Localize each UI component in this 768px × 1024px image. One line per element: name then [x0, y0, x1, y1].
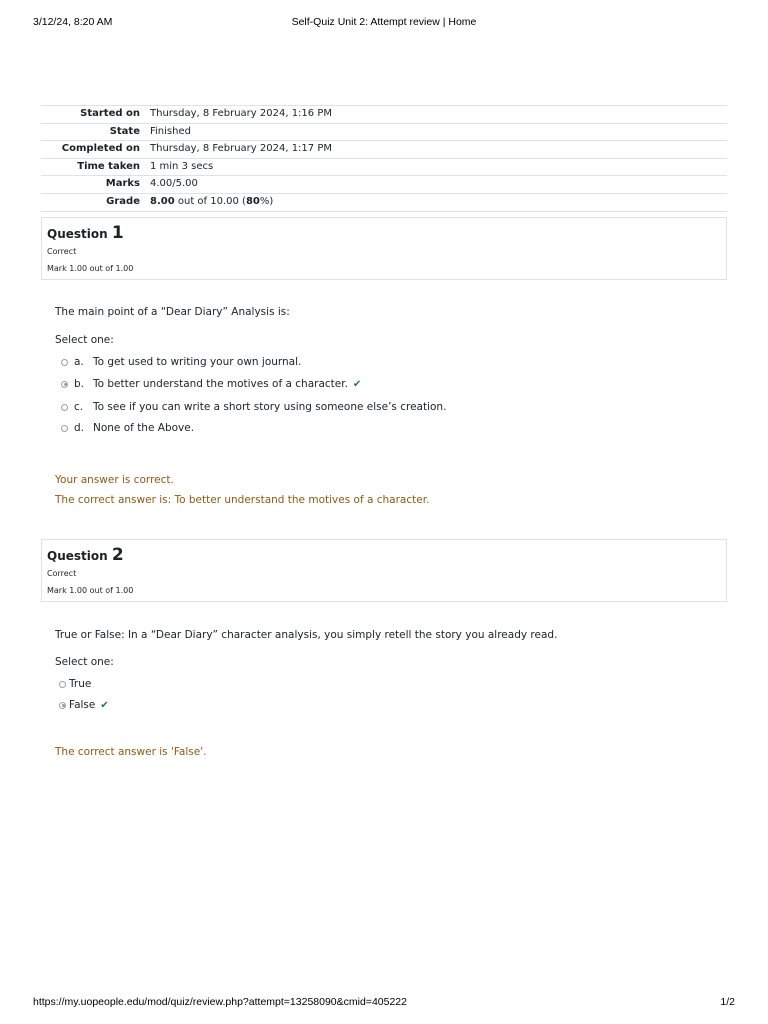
question-2-correct-answer: The correct answer is 'False'. [55, 746, 207, 758]
radio-button-selected[interactable] [61, 381, 68, 388]
question-1-option-a[interactable] [61, 356, 301, 368]
option-letter: a. [74, 356, 84, 368]
summary-label: Time taken [77, 160, 140, 172]
summary-label: Completed on [61, 143, 140, 155]
question-2-heading [47, 545, 124, 565]
summary-row-marks [41, 176, 727, 194]
option-text: To see if you can write a short story using someone else’s creation. [93, 401, 447, 413]
grade-out-of: out of 10.00 ( [174, 195, 246, 207]
summary-row-time-taken [41, 159, 727, 177]
print-page-number: 1/2 [720, 996, 735, 1008]
check-icon: ✔ [352, 378, 362, 390]
question-2-option-false[interactable] [59, 699, 109, 711]
summary-row-grade [41, 194, 727, 212]
summary-label: Marks [105, 178, 140, 190]
attempt-summary-table [41, 105, 727, 212]
print-datetime: 3/12/24, 8:20 AM [33, 16, 113, 28]
question-2-mark: Mark 1.00 out of 1.00 [47, 586, 134, 595]
grade-end: %) [259, 195, 274, 207]
summary-row-started [41, 106, 727, 124]
question-2-state: Correct [47, 569, 77, 578]
radio-button[interactable] [61, 359, 68, 366]
grade-percent: 80 [245, 195, 260, 207]
summary-row-state [41, 124, 727, 142]
option-letter: d. [74, 422, 85, 434]
question-1-option-b[interactable] [61, 378, 361, 390]
summary-value: Thursday, 8 February 2024, 1:16 PM [150, 108, 332, 119]
summary-value [150, 194, 727, 211]
question-1-mark: Mark 1.00 out of 1.00 [47, 264, 134, 273]
summary-value: 1 min 3 secs [150, 160, 214, 172]
summary-value: Finished [150, 125, 191, 137]
question-1-feedback: Your answer is correct. [55, 474, 174, 486]
option-text: None of the Above. [93, 422, 195, 434]
question-2-option-true[interactable] [59, 678, 91, 690]
question-1-state: Correct [47, 247, 77, 256]
question-2-select-one-label: Select one: [55, 656, 114, 668]
summary-label: Started on [80, 108, 140, 119]
question-heading-label: Question [47, 549, 108, 563]
question-number: 2 [111, 545, 124, 565]
summary-label: Grade [106, 195, 140, 207]
print-url: https://my.uopeople.edu/mod/quiz/review.php?attempt=13258090&cmid=405222 [33, 996, 407, 1008]
option-text: To get used to writing your own journal. [93, 356, 302, 368]
question-1-heading [47, 223, 124, 243]
option-letter: b. [74, 378, 85, 390]
question-heading-label: Question [47, 227, 108, 241]
question-1-correct-answer: The correct answer is: To better understand the motives of a character. [55, 494, 430, 506]
question-2-text: True or False: In a “Dear Diary” character analysis, you simply retell the story you already read. [55, 629, 558, 641]
question-1-option-c[interactable] [61, 401, 446, 413]
option-letter: c. [74, 401, 84, 413]
radio-button[interactable] [61, 425, 68, 432]
question-2-info-box [41, 539, 727, 602]
option-text: To better understand the motives of a character. [93, 378, 348, 390]
option-text: True [69, 678, 92, 690]
summary-label: State [109, 125, 140, 137]
grade-value: 8.00 [150, 195, 175, 207]
summary-value: 4.00/5.00 [150, 178, 198, 190]
radio-button[interactable] [59, 681, 66, 688]
summary-row-completed [41, 141, 727, 159]
question-1-select-one-label: Select one: [55, 334, 114, 346]
option-text: False [69, 699, 96, 711]
summary-value: Thursday, 8 February 2024, 1:17 PM [150, 143, 332, 155]
print-page-title: Self-Quiz Unit 2: Attempt review | Home [291, 16, 477, 28]
question-1-option-d[interactable] [61, 422, 194, 434]
question-1-text: The main point of a “Dear Diary” Analysis is: [55, 306, 290, 318]
check-icon: ✔ [100, 699, 109, 711]
radio-button-selected[interactable] [59, 702, 66, 709]
radio-button[interactable] [61, 404, 68, 411]
question-1-info-box [41, 217, 727, 280]
question-number: 1 [111, 223, 124, 243]
